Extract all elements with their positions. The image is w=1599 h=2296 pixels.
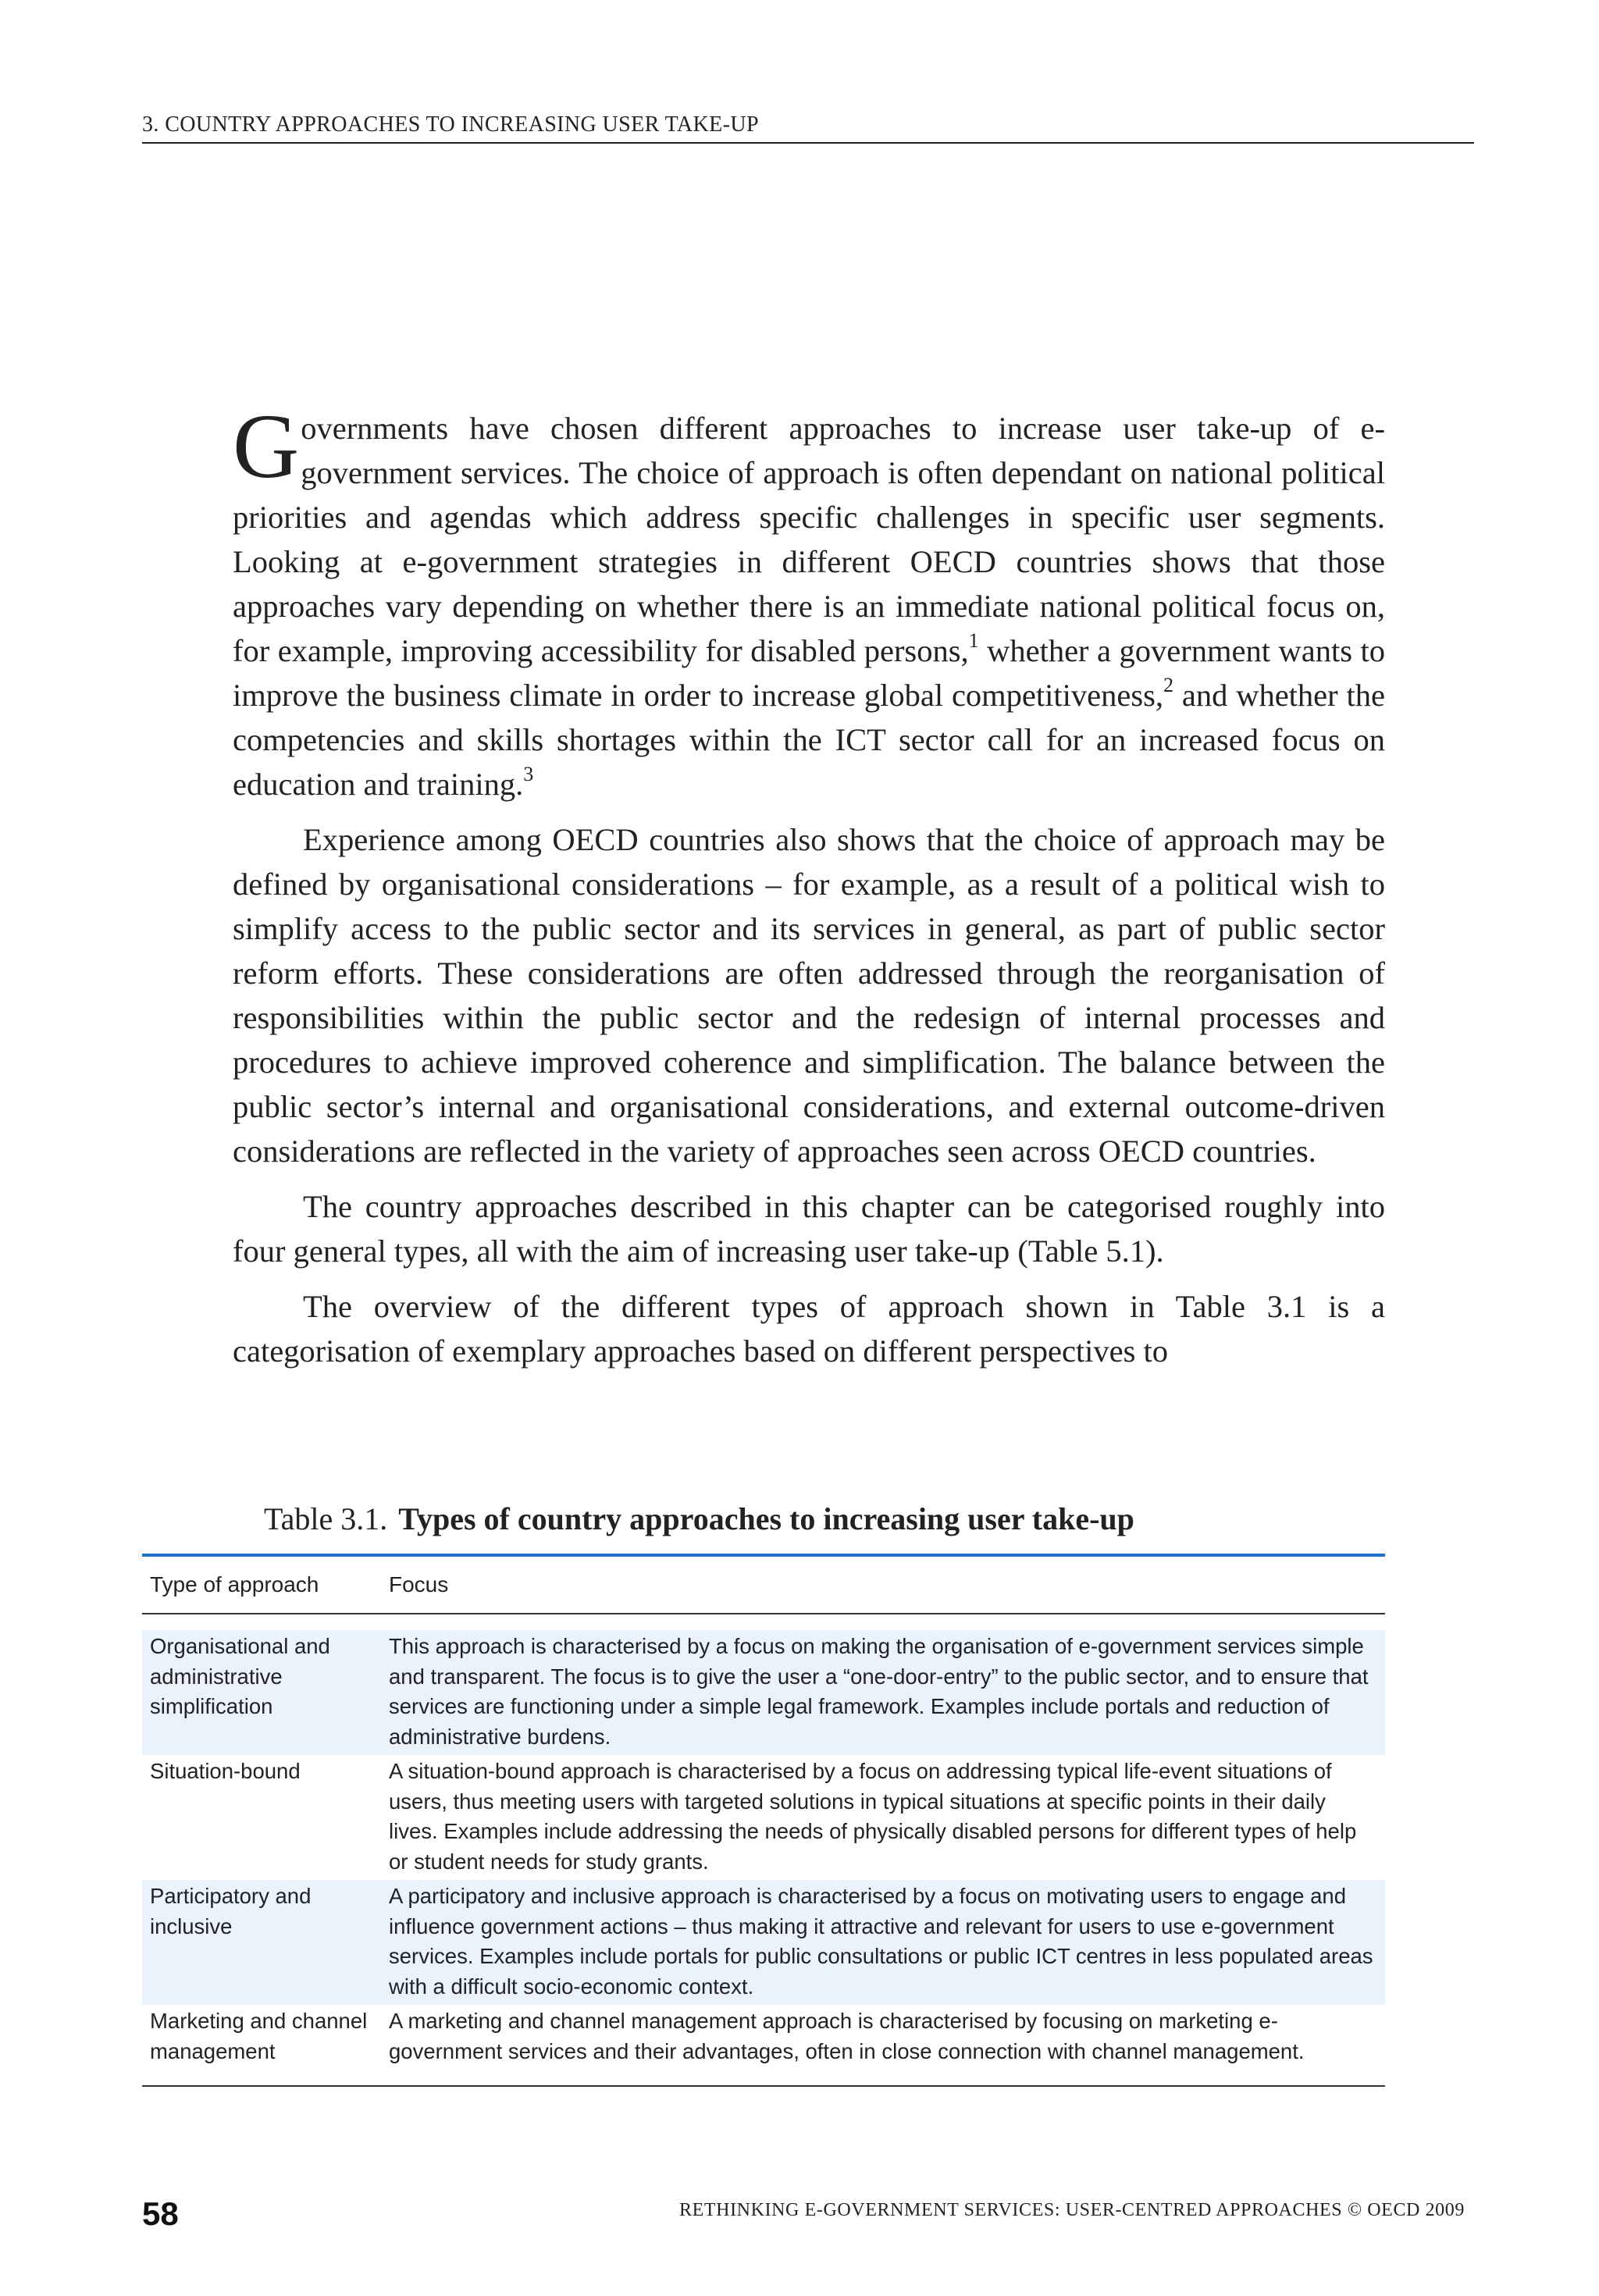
running-header [142, 108, 1474, 144]
page-number: 58 [142, 2195, 179, 2232]
drop-cap: G [233, 395, 300, 497]
table-bottom-spacer [142, 2070, 1385, 2085]
cell-focus: A marketing and channel management approach is characterised by focusing on marketing e-government services and their advantages, often in close connection with channel management. [389, 2009, 1305, 2063]
footnote-ref-3[interactable]: 3 [523, 762, 534, 785]
footnote-ref-1[interactable]: 1 [968, 628, 979, 652]
footnote-ref-2[interactable]: 2 [1163, 673, 1174, 696]
approaches-table [142, 1554, 1385, 2087]
paragraph-4: The overview of the different types of approach shown in Table 3.1 is a categorisation of exemplary approaches based on different perspectives to [233, 1289, 1385, 1369]
paragraph-1 [233, 395, 1385, 806]
cell-focus: This approach is characterised by a focus on making the organisation of e-government services simple and transparent. The focus is to give the user a “one-door-entry” to the public sector, and to ensure that services are functioning under a simple legal framework. Examples include portals and reduction of administrative burdens. [389, 1634, 1369, 1749]
body-text [233, 395, 1385, 1384]
cell-focus: A situation-bound approach is characterised by a focus on addressing typical life-event situations of users, thus meeting users with targeted solutions in typical situations at specific points in their daily lives. Examples include addressing the needs of physically disabled persons for different types of help or student needs for study grants. [389, 1759, 1357, 1874]
cell-type: Marketing and channel management [150, 2009, 368, 2063]
table-row [142, 2005, 1385, 2070]
footer-publication: RETHINKING E-GOVERNMENT SERVICES: USER-CENTRED APPROACHES © OECD 2009 [679, 2200, 1465, 2220]
table-row [142, 1755, 1385, 1880]
paragraph-1-text-a: overnments have chosen different approaches to increase user take-up of e-government services. The choice of approach is often dependant on national political priorities and agendas which address specific challenges in specific user segments. Looking at e-government strategies in different OECD countries shows that those approaches vary depending on whether there is an immediate national political focus on, for example, improving accessibility for disabled persons, [233, 411, 1385, 668]
cell-type: Participatory and inclusive [150, 1884, 312, 1938]
running-header-title: 3. COUNTRY APPROACHES TO INCREASING USER TAKE-UP [142, 112, 759, 137]
table-caption-label: Table 3.1. [264, 1501, 388, 1536]
cell-type: Situation-bound [150, 1759, 301, 1783]
paragraph-1-text-c: and whether the competencies and skills shortages within the ICT sector call for an increased focus on education and training. [233, 678, 1385, 802]
table-header-row [142, 1557, 1385, 1614]
cell-focus: A participatory and inclusive approach is characterised by a focus on motivating users to engage and influence government actions – thus making it attractive and relevant for users to use e-government services. Examples include portals for public consultations or public ICT centres in less populated areas with a difficult socio-economic context. [389, 1884, 1373, 1999]
paragraph-3: The country approaches described in this chapter can be categorised roughly into four general types, all with the aim of increasing user take-up (Table 5.1). [233, 1189, 1385, 1269]
table-caption [264, 1500, 1134, 1537]
column-header-focus: Focus [389, 1572, 449, 1597]
paragraph-2: Experience among OECD countries also shows that the choice of approach may be defined by organisational considerations – for example, as a result of a political wish to simplify access to the public sector and its services in general, as part of public sector reform efforts. These considerations are often addressed through the reorganisation of responsibilities within the public sector and the redesign of internal processes and procedures to achieve improved coherence and simplification. The balance between the public sector’s internal and organisational considerations, and external outcome-driven considerations are reflected in the variety of approaches seen across OECD countries. [233, 822, 1385, 1169]
paragraph-1-text-b: whether a government wants to improve the business climate in order to increase global competitiveness, [233, 633, 1385, 713]
table-row [142, 1630, 1385, 1755]
table-row [142, 1880, 1385, 2005]
table-caption-title: Types of country approaches to increasing user take-up [398, 1501, 1134, 1536]
column-header-type: Type of approach [150, 1572, 319, 1597]
cell-type: Organisational and administrative simplification [150, 1634, 330, 1718]
table-body [142, 1630, 1385, 2087]
